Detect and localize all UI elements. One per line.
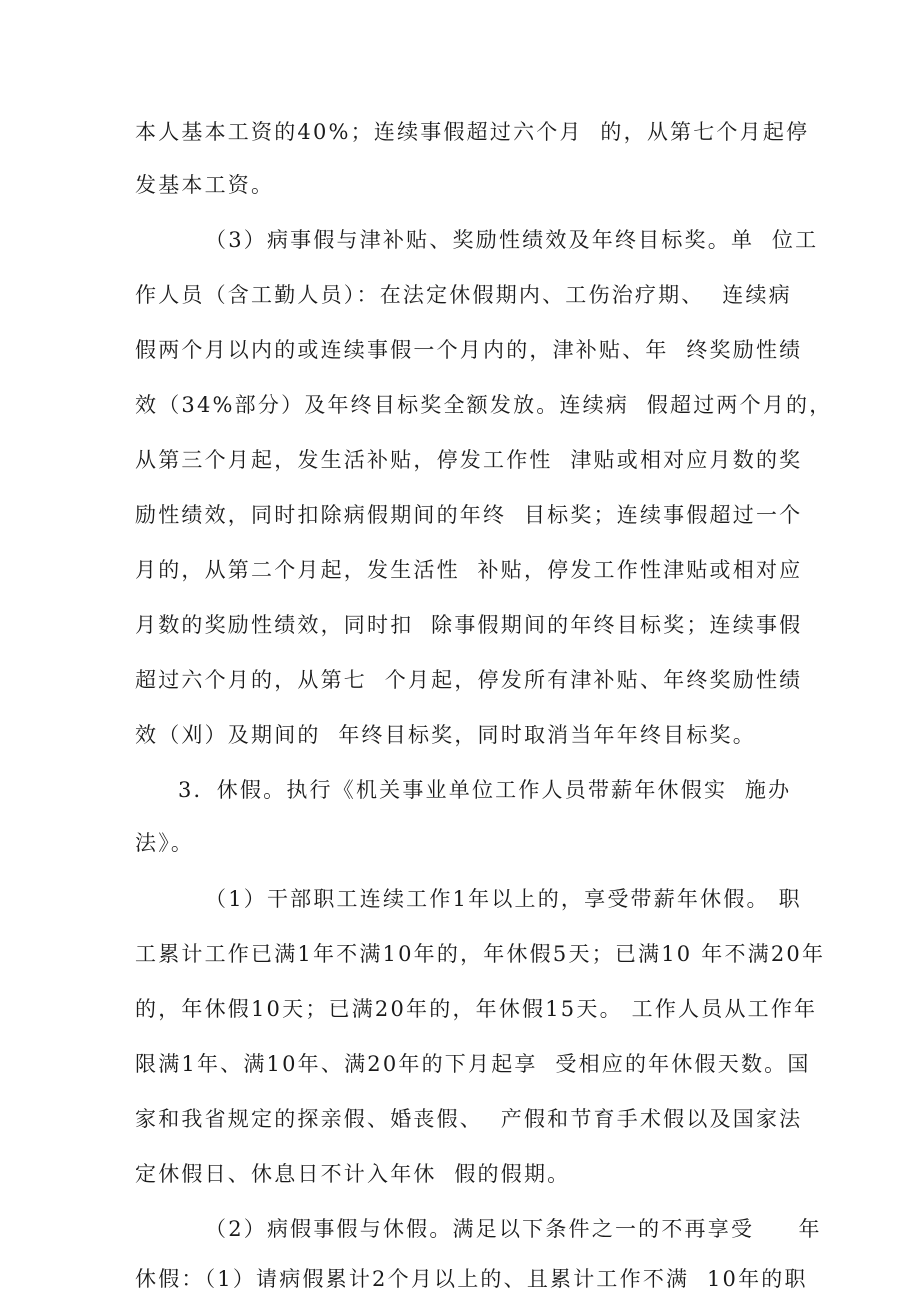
- text-line: 定休假日、休息日不计入年休 假的假期。: [135, 1162, 571, 1186]
- text-line: 励性绩效，同时扣除病假期间的年终 目标奖；连续事假超过一个: [135, 503, 803, 527]
- text-line: 的，年休假10天；已满20年的，年休假15天。 工作人员从工作年: [135, 997, 818, 1021]
- text-line: 从第三个月起，发生活补贴，停发工作性 津贴或相对应月数的奖: [135, 448, 803, 472]
- text-line: 假两个月以内的或连续事假一个月内的，津补贴、年 终奖励性绩: [135, 338, 803, 362]
- text-line: 本人基本工资的40%；连续事假超过六个月 的，从第七个月起停: [135, 120, 810, 144]
- text-line: 限满1年、满10年、满20年的下月起享 受相应的年休假天数。国: [135, 1052, 811, 1076]
- paragraph-start-line: （3）病事假与津补贴、奖励性绩效及年终目标奖。单 位工: [205, 228, 819, 252]
- text-line: 发基本工资。: [135, 173, 275, 197]
- text-line: 效（34%部分）及年终目标奖全额发放。连续病 假超过两个月的，: [135, 393, 833, 417]
- text-line: 月的，从第二个月起，发生活性 补贴，停发工作性津贴或相对应: [135, 558, 803, 582]
- text-line: 月数的奖励性绩效，同时扣 除事假期间的年终目标奖；连续事假: [135, 613, 803, 637]
- text-line: 作人员（含工勤人员）：在法定休假期内、工伤治疗期、 连续病: [135, 283, 792, 307]
- text-line: 超过六个月的，从第七 个月起，停发所有津补贴、年终奖励性绩: [135, 668, 803, 692]
- text-line: 工累计工作已满1年不满10年的，年休假5天；已满10 年不满20年: [135, 942, 826, 966]
- text-line: 法》。: [135, 831, 195, 855]
- text-line: 休假：（1）请病假累计2个月以上的、且累计工作不满 10年的职: [135, 1267, 808, 1291]
- paragraph-start-line: （2）病假事假与休假。满足以下条件之一的不再享受 年: [205, 1217, 822, 1241]
- section-heading-line: 3．休假。执行《机关事业单位工作人员带薪年休假实 施办: [178, 778, 792, 802]
- paragraph-start-line: （1）干部职工连续工作1年以上的，享受带薪年休假。 职: [205, 887, 802, 911]
- text-line: 效（刈）及期间的 年终目标奖，同时取消当年年终目标奖。: [135, 723, 756, 747]
- text-line: 家和我省规定的探亲假、婚丧假、 产假和节育手术假以及国家法: [135, 1107, 803, 1131]
